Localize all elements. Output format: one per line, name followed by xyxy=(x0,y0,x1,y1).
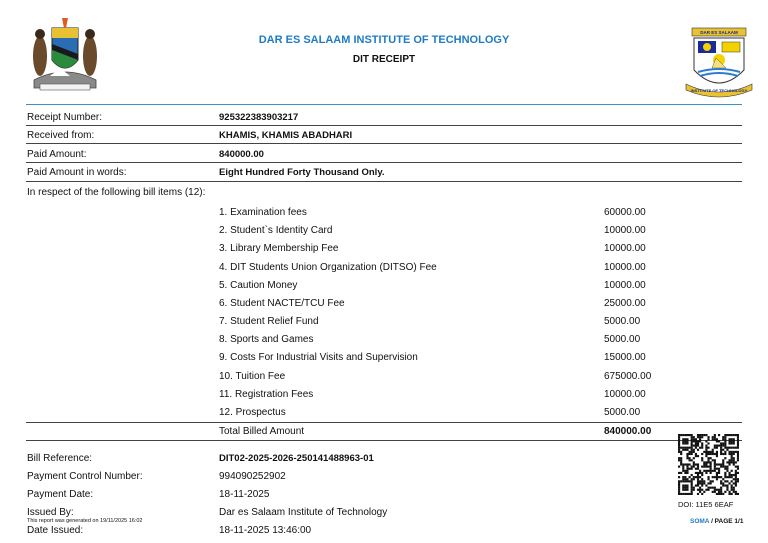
control-number-label: Payment Control Number: xyxy=(27,471,143,482)
soma-label: SOMA xyxy=(690,518,710,525)
qr-code xyxy=(678,434,739,495)
issued-by-label: Issued By: xyxy=(27,507,74,518)
bill-item-name: 4. DIT Students Union Organization (DITSO) Fee xyxy=(219,262,437,273)
total-bottom-divider xyxy=(26,440,742,441)
bill-item-name: 7. Student Relief Fund xyxy=(219,316,319,327)
bill-item-amount: 5000.00 xyxy=(604,407,641,418)
date-issued-label: Date Issued: xyxy=(27,525,84,536)
paid-words-label: Paid Amount in words: xyxy=(27,167,127,178)
doi-code: DOI: 11E5 6EAF xyxy=(678,500,734,509)
total-billed-label: Total Billed Amount xyxy=(219,426,305,437)
bill-reference-value: DIT02-2025-2026-250141488963-01 xyxy=(219,453,374,464)
total-billed-amount: 840000.00 xyxy=(604,426,652,437)
bill-item-amount: 15000.00 xyxy=(604,352,646,363)
row-divider xyxy=(26,125,742,126)
page-number: / PAGE 1/1 xyxy=(709,518,744,525)
logo-top-text: DAR ES SALAAM xyxy=(700,30,738,35)
row-divider xyxy=(26,162,742,163)
bill-item-name: 5. Caution Money xyxy=(219,280,298,291)
bill-item-amount: 675000.00 xyxy=(604,371,652,382)
payment-date-label: Payment Date: xyxy=(27,489,94,500)
received-from-label: Received from: xyxy=(27,130,95,141)
bill-item-amount: 5000.00 xyxy=(604,316,641,327)
bill-item-amount: 25000.00 xyxy=(604,298,646,309)
payment-date-value: 18-11-2025 xyxy=(219,489,270,500)
bill-item-amount: 10000.00 xyxy=(604,262,646,273)
generated-note: This report was generated on 19/11/2025 16:02 xyxy=(27,518,143,524)
section-divider xyxy=(26,181,742,182)
institution-name: DAR ES SALAAM INSTITUTE OF TECHNOLOGY xyxy=(258,34,510,46)
bill-item-name: 9. Costs For Industrial Visits and Supervision xyxy=(219,352,418,363)
receipt-number-label: Receipt Number: xyxy=(27,112,103,123)
bill-item-amount: 60000.00 xyxy=(604,207,646,218)
bill-item-amount: 10000.00 xyxy=(604,225,646,236)
issued-by-value: Dar es Salaam Institute of Technology xyxy=(219,507,388,518)
bill-item-name: 3. Library Membership Fee xyxy=(219,243,339,254)
row-divider xyxy=(26,143,742,144)
bill-item-name: 1. Examination fees xyxy=(219,207,307,218)
paid-amount-value: 840000.00 xyxy=(219,149,264,160)
paid-amount-label: Paid Amount: xyxy=(27,149,87,160)
document-title: DIT RECEIPT xyxy=(352,54,416,65)
receipt-number-value: 925322383903217 xyxy=(219,112,299,123)
bill-item-name: 11. Registration Fees xyxy=(219,389,314,400)
received-from-value: KHAMIS, KHAMIS ABADHARI xyxy=(219,130,353,141)
dit-emblem-logo xyxy=(682,26,756,100)
bill-item-amount: 10000.00 xyxy=(604,280,646,291)
bill-item-name: 8. Sports and Games xyxy=(219,334,314,345)
bill-items-intro: In respect of the following bill items (12): xyxy=(27,187,206,198)
bill-item-name: 10. Tuition Fee xyxy=(219,371,286,382)
logo-bottom-text: INSTITUTE OF TECHNOLOGY xyxy=(690,88,748,93)
header-divider xyxy=(26,104,742,105)
bill-item-name: 12. Prospectus xyxy=(219,407,286,418)
control-number-value: 994090252902 xyxy=(219,471,286,482)
page-indicator xyxy=(690,518,743,525)
tanzania-coat-of-arms-logo xyxy=(26,14,104,92)
bill-item-name: 2. Student`s Identity Card xyxy=(219,225,333,236)
bill-reference-label: Bill Reference: xyxy=(27,453,93,464)
bill-item-name: 6. Student NACTE/TCU Fee xyxy=(219,298,345,309)
total-top-divider xyxy=(26,422,742,423)
bill-item-amount: 10000.00 xyxy=(604,243,646,254)
bill-item-amount: 5000.00 xyxy=(604,334,641,345)
bill-item-amount: 10000.00 xyxy=(604,389,646,400)
paid-words-value: Eight Hundred Forty Thousand Only. xyxy=(219,167,385,178)
date-issued-value: 18-11-2025 13:46:00 xyxy=(219,525,312,536)
